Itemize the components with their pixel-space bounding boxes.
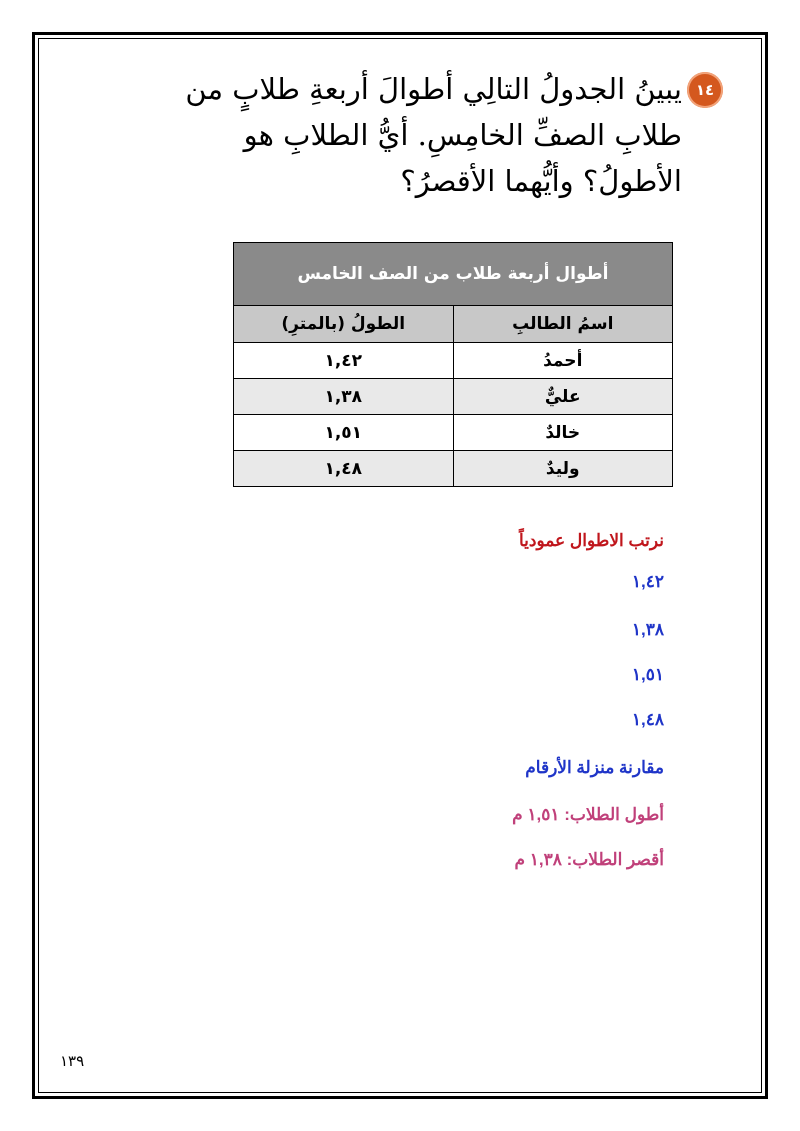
solution-value: ١,٤٨: [631, 710, 664, 729]
table-row: [234, 343, 673, 379]
problem-number-badge: ١٤: [687, 72, 723, 108]
solution-value: ١,٣٨: [631, 620, 664, 639]
page-number: ١٣٩: [60, 1053, 85, 1070]
shortest-result: أقصر الطلاب: ١,٣٨ م: [514, 850, 664, 869]
problem-statement: [122, 66, 682, 204]
student-name-cell: وليدٌ: [453, 451, 673, 487]
table-caption: أطوال أربعة طلاب من الصف الخامس: [234, 243, 673, 306]
solution-value: ١,٤٢: [631, 572, 664, 591]
tallest-result: أطول الطلاب: ١,٥١ م: [512, 805, 664, 824]
compare-place-value-label: مقارنة منزلة الأرقام: [525, 758, 664, 777]
table-row: [234, 415, 673, 451]
student-name-cell: خالدٌ: [453, 415, 673, 451]
heights-table: [233, 242, 673, 487]
student-name-cell: عليٌّ: [453, 379, 673, 415]
solution-value: ١,٥١: [631, 665, 664, 684]
header-height: الطولُ (بالمترِ): [234, 306, 454, 343]
height-cell: ١,٣٨: [234, 379, 454, 415]
height-cell: ١,٤٢: [234, 343, 454, 379]
table-row: [234, 379, 673, 415]
problem-line-1: يبينُ الجدولُ التالِي أطوالَ أربعةِ طلابٍ من: [185, 72, 682, 106]
table-row: [234, 451, 673, 487]
height-cell: ١,٥١: [234, 415, 454, 451]
header-student-name: اسمُ الطالبِ: [453, 306, 673, 343]
solution-step-title: نرتب الاطوال عمودياً: [518, 531, 664, 550]
problem-line-3: الأطولُ؟ وأيُّهما الأقصرُ؟: [400, 164, 682, 198]
student-name-cell: أحمدُ: [453, 343, 673, 379]
problem-line-2: طلابِ الصفِّ الخامِسِ. أيُّ الطلابِ هو: [243, 118, 682, 152]
height-cell: ١,٤٨: [234, 451, 454, 487]
